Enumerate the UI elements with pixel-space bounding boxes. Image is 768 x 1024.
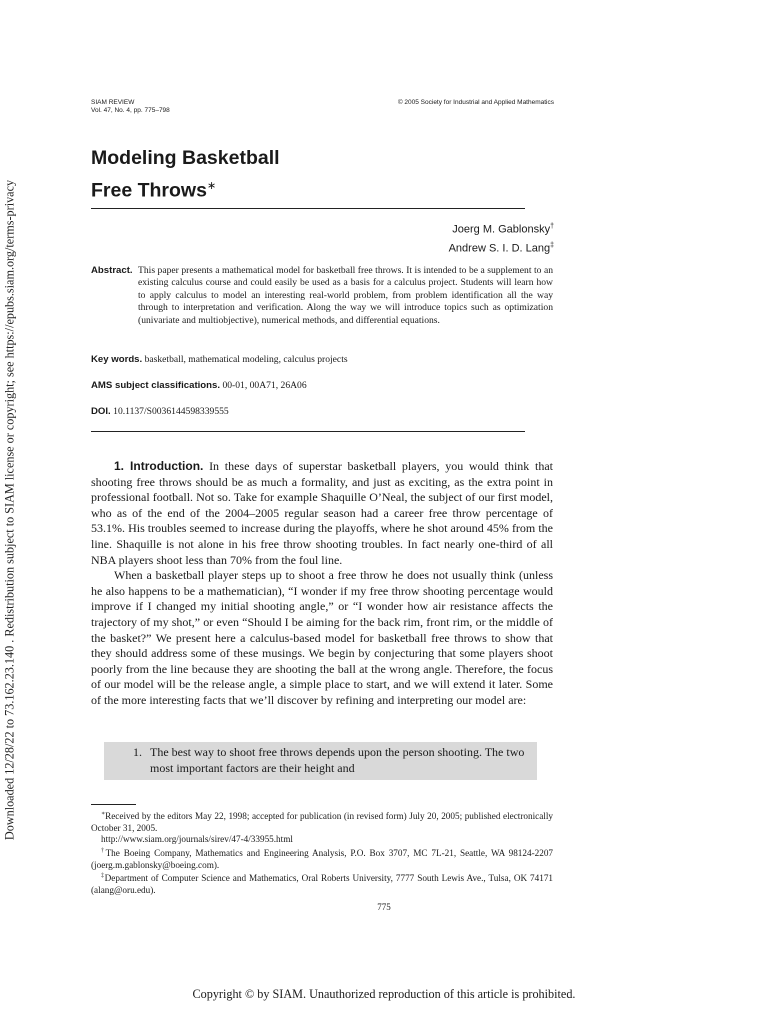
- keywords-text: basketball, mathematical modeling, calculus projects: [144, 354, 348, 365]
- section-heading: 1. Introduction.: [114, 459, 204, 473]
- title-footnote-mark: ∗: [206, 180, 217, 192]
- doi-text: 10.1137/S0036144598339555: [113, 406, 229, 417]
- author: Andrew S. I. D. Lang‡: [448, 241, 554, 255]
- doi: [91, 406, 229, 418]
- download-notice-text: Downloaded 12/28/22 to 73.162.23.140 . Redistribution subject to SIAM license or copyright; see https://epubs.siam.org/terms-privacy: [2, 179, 17, 841]
- journal-volume: Vol. 47, No. 4, pp. 775–798: [91, 107, 170, 114]
- list-text: The best way to shoot free throws depends upon the person shooting. The two most important factors are their height and: [150, 745, 525, 775]
- highlighted-list-item: [104, 742, 537, 780]
- abstract-rule: [91, 431, 525, 432]
- keywords-label: Key words.: [91, 354, 143, 365]
- ams-text: 00-01, 00A71, 26A06: [222, 380, 307, 391]
- author: Joerg M. Gablonsky†: [452, 223, 554, 236]
- footnote: †The Boeing Company, Mathematics and Engineering Analysis, P.O. Box 3707, MC 7L-21, Seattle, WA 98124-2207 (joerg.m.gablonsky@boeing.com).: [91, 847, 554, 870]
- journal-name: SIAM REVIEW: [91, 99, 135, 106]
- abstract: [91, 265, 553, 327]
- author-list: [449, 219, 554, 256]
- paragraph: When a basketball player steps up to shoot a free throw he does not usually think (unless he also happens to be a mathematician), “I wonder if my free throw shooting percentage would improve if I changed my initial shooting angle,” or “I wonder how air resistance affects the trajectory of my shot,” or even “Should I be aiming for the back rim, front rim, or the middle of the basket?” We present here a calculus-based model for basketball free throws to show that they should address some of these musings. We begin by conjecturing that some players shoot poorly from the line because they are shooting the ball at the wrong angle. Therefore, the focus of our model will be the release angle, a simple place to start, and we will extend it later. Some of the more interesting facts that we’ll discover by refining and interpreting our model are:: [91, 568, 553, 707]
- paper-title: [91, 144, 280, 205]
- download-notice: [2, 160, 18, 860]
- footnote-rule: [91, 804, 136, 805]
- title-rule: [91, 208, 525, 209]
- list-number: 1.: [133, 745, 142, 759]
- publisher-copyright: © 2005 Society for Industrial and Applied Mathematics: [397, 99, 554, 106]
- introduction-section: [91, 459, 553, 709]
- abstract-text: This paper presents a mathematical model for basketball free throws. It is intended to be a supplement to an existing calculus course and could easily be used as a basis for a calculus project. Students will learn how to apply calculus to model an interesting real-world problem, from problem identification all the way through to interpretation and verification. Along the way we will introduce topics such as optimization (univariate and multiobjective), numerical methods, and differential equations.: [138, 265, 553, 326]
- footnote: ∗Received by the editors May 22, 1998; accepted for publication (in revised form) July 20, 2005; published electronically October 31, 2005.: [91, 811, 553, 833]
- abstract-label: Abstract.: [91, 265, 133, 276]
- footnote: http://www.siam.org/journals/sirev/47-4/33955.html: [101, 834, 293, 845]
- paragraph: 1. Introduction. In these days of superstar basketball players, you would think that shooting free throws should be as much a formality, and just as exciting, as the extra point in professional football. Not so. Take for example Shaquille O’Neal, the subject of our first model, who as of the end of the 2004–2005 regular season had a career free throw percentage of 53.1%. His troubles seemed to increase during the playoffs, where he shot around 45% from the line. Shaquille is not alone in his free throw shooting troubles. In fact nearly one-third of all NBA players shoot less than 70% from the foul line.: [91, 459, 553, 567]
- footnotes: [91, 809, 553, 896]
- bottom-copyright: Copyright © by SIAM. Unauthorized reproduction of this article is prohibited.: [192, 987, 576, 1001]
- ams-classifications: [91, 380, 307, 392]
- footnote: ‡Department of Computer Science and Mathematics, Oral Roberts University, 7777 South Lewis Ave., Tulsa, OK 74171 (alang@oru.edu).: [91, 873, 554, 895]
- doi-label: DOI.: [91, 406, 111, 417]
- title-line-1: Modeling Basketball: [91, 147, 280, 169]
- journal-info: [91, 99, 170, 115]
- ams-label: AMS subject classifications.: [91, 380, 221, 391]
- page-number: 775: [377, 902, 391, 912]
- keywords: [91, 354, 348, 366]
- title-line-2: Free Throws: [91, 179, 207, 202]
